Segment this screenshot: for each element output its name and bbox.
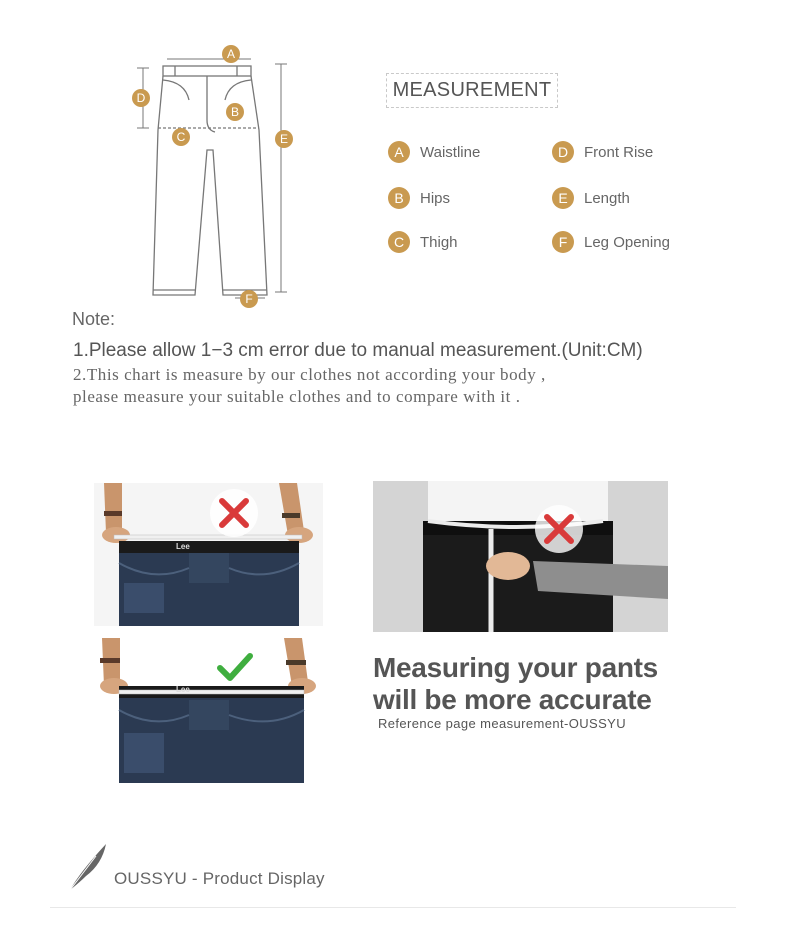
measurement-title: MEASUREMENT xyxy=(386,73,558,108)
waistband-logo-top: Lee xyxy=(176,542,190,551)
legend-label-hips: Hips xyxy=(420,189,451,207)
waistband-logo-bottom: Lee xyxy=(176,685,190,694)
legend-item-leg-opening xyxy=(552,230,670,254)
footer-divider xyxy=(50,907,736,908)
legend-badge-c: C xyxy=(388,231,410,253)
waist-wrong-photo-icon xyxy=(373,481,668,632)
legend-column-right xyxy=(552,140,670,254)
pants-outline-icon xyxy=(125,40,305,312)
legend-item-waistline xyxy=(388,140,480,164)
note-line-1: 1.Please allow 1−3 cm error due to manual measurement.(Unit:CM) xyxy=(73,340,643,361)
photo-wrong-measurement-waist xyxy=(373,481,668,632)
diagram-marker-b: B xyxy=(226,103,244,121)
legend-label-waistline: Waistline xyxy=(420,143,481,161)
legend-column-left xyxy=(388,140,480,254)
legend-item-thigh xyxy=(388,230,480,254)
diagram-marker-f: F xyxy=(240,290,258,308)
legend-item-front-rise xyxy=(552,140,670,164)
legend-item-length xyxy=(552,186,670,210)
note-line-2: 2.This chart is measure by our clothes not according your body , xyxy=(73,365,546,384)
diagram-marker-e: E xyxy=(275,130,293,148)
photo-wrong-measurement-jeans xyxy=(94,483,323,626)
legend-label-front-rise: Front Rise xyxy=(584,143,654,161)
feather-icon xyxy=(66,842,110,892)
diagram-marker-d: D xyxy=(132,89,150,107)
legend-badge-e: E xyxy=(552,187,574,209)
legend-label-leg-opening: Leg Opening xyxy=(584,233,670,251)
headline-line-2: will be more accurate xyxy=(373,684,652,715)
note-heading: Note: xyxy=(72,309,116,329)
legend-badge-f: F xyxy=(552,231,574,253)
headline-line-1: Measuring your pants xyxy=(373,652,658,683)
legend-item-hips xyxy=(388,186,480,210)
jeans-wrong-photo-icon xyxy=(94,483,323,626)
footer-brand: OUSSYU - Product Display xyxy=(114,869,325,888)
legend-badge-a: A xyxy=(388,141,410,163)
diagram-marker-c: C xyxy=(172,128,190,146)
legend-label-thigh: Thigh xyxy=(420,233,458,251)
legend-label-length: Length xyxy=(584,189,630,207)
legend-badge-b: B xyxy=(388,187,410,209)
diagram-marker-a: A xyxy=(222,45,240,63)
note-line-3: please measure your suitable clothes and to compare with it . xyxy=(73,387,521,406)
photo-right-measurement-jeans xyxy=(94,638,323,783)
jeans-right-photo-icon xyxy=(94,638,323,783)
reference-text: Reference page measurement-OUSSYU xyxy=(378,716,627,731)
legend-badge-d: D xyxy=(552,141,574,163)
pants-diagram xyxy=(125,40,305,312)
